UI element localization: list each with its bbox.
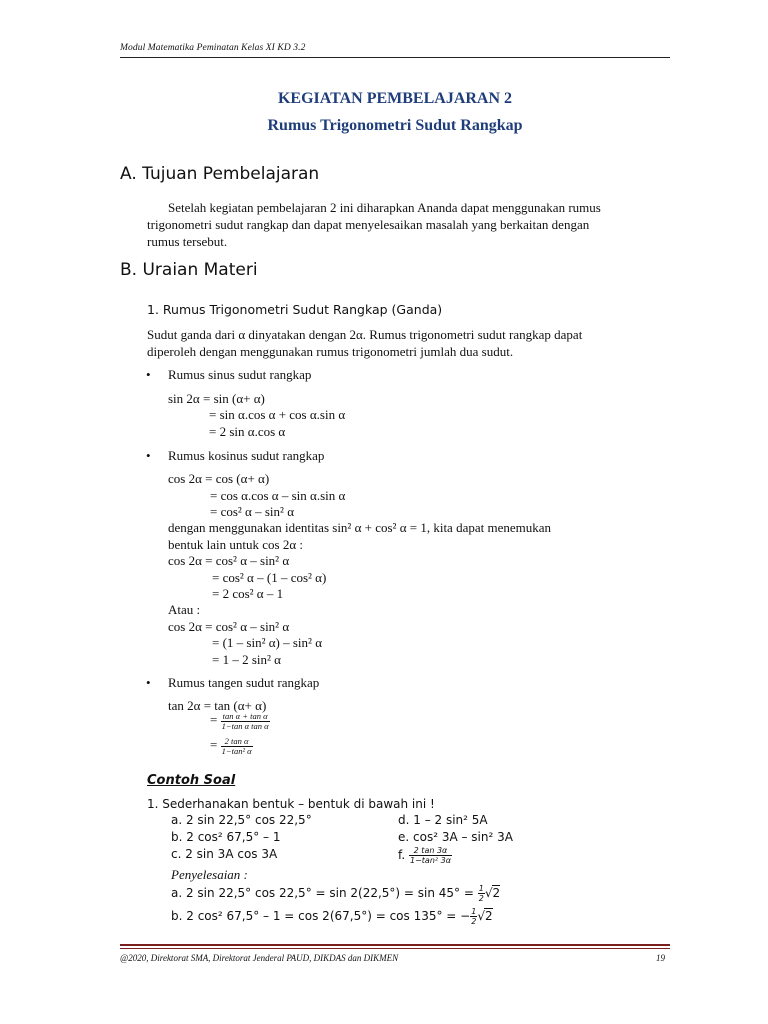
footer-rule-thin [120,948,670,949]
intro-line-1: Sudut ganda dari α dinyatakan dengan 2α. Rumus trigonometri sudut rangkap dapat [147,327,583,342]
footer-rule-thick [120,944,670,946]
section-a-heading: A. Tujuan Pembelajaran [120,164,320,184]
tangen-bullet: • Rumus tangen sudut rangkap [168,674,319,691]
item-f: f. $\frac{2 \tan 3\alpha}{\text{1−tan² 3α}}$ [398,846,452,865]
chapter-subtitle: Rumus Trigonometri Sudut Rangkap [267,117,523,134]
item-c: c. 2 sin 3A cos 3A [171,847,278,861]
question-1: 1. Sederhanakan bentuk – bentuk di bawah ini ! [147,797,435,811]
kosinus-alt2-line-3: = 1 – 2 sin² α [212,652,281,667]
section-a-para-3: rumus tersebut. [147,234,228,249]
sinus-line-1: sin 2α = sin (α+ α) [168,391,265,406]
intro-line-2: diperoleh dengan menggunakan rumus trigonometri jumlah dua sudut. [147,344,514,359]
penyelesaian-label: Penyelesaian : [171,867,248,882]
kosinus-alt1-line-2: = cos² α – (1 – cos² α) [212,570,327,585]
kosinus-note-2: bentuk lain untuk cos 2α : [168,537,303,552]
item-a: a. 2 sin 22,5° cos 22,5° [171,813,312,827]
solution-a: a. 2 sin 22,5° cos 22,5° = sin 2(22,5°) = sin 45° = $\frac{1}{2}$ √2 [171,884,501,903]
subsection-1-heading: 1. Rumus Trigonometri Sudut Rangkap (Ganda) [147,302,443,317]
section-a-para-2: trigonometri sudut rangkap dan dapat menyelesaikan masalah yang berkaitan dengan [147,217,590,232]
kosinus-line-3: = cos² α – sin² α [210,504,294,519]
running-header: Modul Matematika Peminatan Kelas XI KD 3.2 [120,43,306,53]
kosinus-note-1: dengan menggunakan identitas sin² α + cos² α = 1, kita dapat menemukan [168,520,552,535]
tangen-fraction-1: = $\frac{\text{tan α + tan α}}{\text{1−tan α tan α}}$ [210,710,269,731]
sinus-line-2: = sin α.cos α + cos α.sin α [209,407,346,422]
solution-b: b. 2 cos² 67,5° – 1 = cos 2(67,5°) = cos 135° = − $\frac{1}{2}$ √2 [171,907,493,926]
chapter-title: KEGIATAN PEMBELAJARAN 2 [277,90,513,107]
item-e: e. cos² 3A – sin² 3A [398,830,513,844]
footer-copyright: @2020, Direktorat SMA, Direktorat Jenderal PAUD, DIKDAS dan DIKMEN [120,953,399,963]
tangen-line-1: tan 2α = tan (α+ α) [168,698,267,713]
kosinus-alt1-line-3: = 2 cos² α – 1 [212,586,284,601]
kosinus-alt2-line-2: = (1 – sin² α) – sin² α [212,635,322,650]
section-b-heading: B. Uraian Materi [120,260,258,280]
header-rule [120,57,670,58]
kosinus-bullet: • Rumus kosinus sudut rangkap [168,447,324,464]
sinus-bullet: • Rumus sinus sudut rangkap [168,366,311,383]
atau-label: Atau : [168,602,201,617]
item-d: d. 1 – 2 sin² 5A [398,813,488,827]
tangen-fraction-2: = $\frac{\text{2 tan α}}{\text{1−tan² α}}$ [210,735,252,756]
kosinus-line-2: = cos α.cos α – sin α.sin α [210,488,346,503]
section-a-para-1: Setelah kegiatan pembelajaran 2 ini diharapkan Ananda dapat menggunakan rumus [168,200,601,215]
kosinus-alt2-line-1: cos 2α = cos² α – sin² α [168,619,290,634]
sinus-line-3: = 2 sin α.cos α [209,424,286,439]
page-number: 19 [656,953,665,963]
contoh-soal-heading: Contoh Soal [147,773,236,788]
kosinus-line-1: cos 2α = cos (α+ α) [168,471,270,486]
item-b: b. 2 cos² 67,5° – 1 [171,830,281,844]
kosinus-alt1-line-1: cos 2α = cos² α – sin² α [168,553,290,568]
